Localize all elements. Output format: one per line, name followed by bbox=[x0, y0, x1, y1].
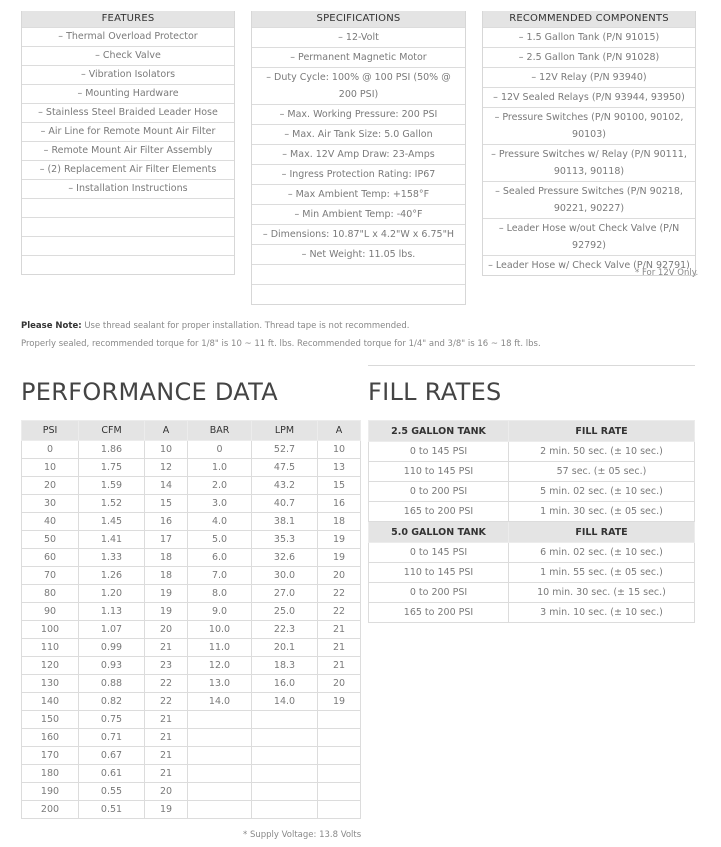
table-row bbox=[22, 441, 361, 459]
table-row bbox=[22, 459, 361, 477]
table-cell: 10 min. 30 sec. (± 15 sec.) bbox=[509, 583, 695, 603]
table-cell: 21 bbox=[145, 729, 188, 747]
table-row bbox=[22, 549, 361, 567]
performance-table bbox=[21, 420, 361, 819]
empty-row bbox=[22, 198, 234, 217]
feature-item: – Mounting Hardware bbox=[22, 84, 234, 103]
table-cell: 23 bbox=[145, 657, 188, 675]
table-cell: 190 bbox=[22, 783, 79, 801]
fill-rates-title: FILL RATES bbox=[368, 378, 502, 406]
table-cell: 150 bbox=[22, 711, 79, 729]
specifications-header: SPECIFICATIONS bbox=[252, 11, 465, 27]
fill-rate-header: FILL RATE bbox=[509, 522, 695, 543]
table-cell: 18.3 bbox=[252, 657, 318, 675]
table-row bbox=[22, 801, 361, 819]
table-cell: 10 bbox=[22, 459, 79, 477]
table-cell: 18 bbox=[145, 567, 188, 585]
table-row bbox=[369, 502, 695, 522]
table-cell: 7.0 bbox=[188, 567, 252, 585]
table-cell bbox=[252, 783, 318, 801]
table-cell: 1 min. 30 sec. (± 05 sec.) bbox=[509, 502, 695, 522]
table-cell: 47.5 bbox=[252, 459, 318, 477]
col-header-amps: A bbox=[145, 421, 188, 441]
table-row bbox=[22, 657, 361, 675]
col-header-amps-metric: A bbox=[318, 421, 361, 441]
table-cell: 1.75 bbox=[79, 459, 145, 477]
table-cell: 21 bbox=[145, 639, 188, 657]
table-row bbox=[369, 583, 695, 603]
table-cell: 12 bbox=[145, 459, 188, 477]
fill-group-header bbox=[369, 522, 695, 543]
col-header-psi: PSI bbox=[22, 421, 79, 441]
table-row bbox=[369, 543, 695, 563]
table-cell: 19 bbox=[145, 585, 188, 603]
table-cell: 70 bbox=[22, 567, 79, 585]
table-cell: 0.55 bbox=[79, 783, 145, 801]
table-cell: 18 bbox=[318, 513, 361, 531]
table-cell: 170 bbox=[22, 747, 79, 765]
table-cell: 8.0 bbox=[188, 585, 252, 603]
spec-item: – Net Weight: 11.05 lbs. bbox=[252, 244, 465, 264]
table-cell: 10.0 bbox=[188, 621, 252, 639]
table-cell: 14.0 bbox=[252, 693, 318, 711]
table-cell: 130 bbox=[22, 675, 79, 693]
table-row bbox=[22, 531, 361, 549]
table-cell: 19 bbox=[318, 549, 361, 567]
table-cell: 22 bbox=[318, 603, 361, 621]
recommended-components-header: RECOMMENDED COMPONENTS bbox=[483, 11, 695, 27]
component-item: – Pressure Switches w/ Relay (P/N 90111, 90113, 90118) bbox=[483, 144, 695, 181]
tank-size-header: 2.5 GALLON TANK bbox=[369, 421, 509, 442]
table-cell: 1.20 bbox=[79, 585, 145, 603]
features-panel bbox=[21, 11, 235, 275]
table-cell: 1.07 bbox=[79, 621, 145, 639]
table-cell bbox=[188, 747, 252, 765]
table-cell: 16 bbox=[145, 513, 188, 531]
section-divider bbox=[368, 365, 695, 366]
please-note-label: Please Note: bbox=[21, 321, 82, 331]
table-cell: 0.61 bbox=[79, 765, 145, 783]
table-cell: 110 to 145 PSI bbox=[369, 563, 509, 583]
table-cell: 1.33 bbox=[79, 549, 145, 567]
feature-item: – Stainless Steel Braided Leader Hose bbox=[22, 103, 234, 122]
table-row bbox=[22, 477, 361, 495]
table-cell: 140 bbox=[22, 693, 79, 711]
performance-footnote: * Supply Voltage: 13.8 Volts bbox=[243, 830, 362, 840]
performance-title: PERFORMANCE DATA bbox=[21, 378, 278, 406]
table-cell: 10 bbox=[318, 441, 361, 459]
table-row bbox=[22, 711, 361, 729]
spec-item: – Min Ambient Temp: -40°F bbox=[252, 204, 465, 224]
table-cell: 21 bbox=[145, 747, 188, 765]
table-cell: 6.0 bbox=[188, 549, 252, 567]
table-cell: 1.13 bbox=[79, 603, 145, 621]
table-cell bbox=[188, 765, 252, 783]
table-cell: 0.75 bbox=[79, 711, 145, 729]
table-cell: 16.0 bbox=[252, 675, 318, 693]
table-cell bbox=[188, 801, 252, 819]
table-cell: 90 bbox=[22, 603, 79, 621]
table-cell: 15 bbox=[145, 495, 188, 513]
table-cell: 19 bbox=[318, 531, 361, 549]
spec-item: – Dimensions: 10.87"L x 4.2"W x 6.75"H bbox=[252, 224, 465, 244]
table-row bbox=[22, 567, 361, 585]
table-cell: 38.1 bbox=[252, 513, 318, 531]
table-row bbox=[22, 513, 361, 531]
component-item: – 12V Sealed Relays (P/N 93944, 93950) bbox=[483, 87, 695, 107]
table-cell: 2.0 bbox=[188, 477, 252, 495]
table-cell: 30.0 bbox=[252, 567, 318, 585]
recommended-components-panel bbox=[482, 11, 699, 278]
component-item: – Sealed Pressure Switches (P/N 90218, 90221, 90227) bbox=[483, 181, 695, 218]
table-row bbox=[369, 482, 695, 502]
table-cell: 20 bbox=[22, 477, 79, 495]
table-cell bbox=[318, 783, 361, 801]
table-cell: 19 bbox=[318, 693, 361, 711]
empty-row bbox=[22, 217, 234, 236]
table-row bbox=[369, 603, 695, 623]
component-item: – Leader Hose w/ Check Valve (P/N 92791) bbox=[483, 255, 695, 275]
table-cell: 22 bbox=[318, 585, 361, 603]
table-cell: 14 bbox=[145, 477, 188, 495]
table-cell: 1.0 bbox=[188, 459, 252, 477]
table-cell: 5 min. 02 sec. (± 10 sec.) bbox=[509, 482, 695, 502]
table-row bbox=[22, 639, 361, 657]
table-row bbox=[22, 603, 361, 621]
table-cell: 21 bbox=[318, 621, 361, 639]
table-cell: 21 bbox=[145, 765, 188, 783]
spec-item: – Max. Working Pressure: 200 PSI bbox=[252, 104, 465, 124]
table-cell: 5.0 bbox=[188, 531, 252, 549]
table-cell: 57 sec. (± 05 sec.) bbox=[509, 462, 695, 482]
table-cell: 0.67 bbox=[79, 747, 145, 765]
table-cell: 40 bbox=[22, 513, 79, 531]
table-row bbox=[22, 585, 361, 603]
spec-item: – Max Ambient Temp: +158°F bbox=[252, 184, 465, 204]
table-cell: 3.0 bbox=[188, 495, 252, 513]
table-cell: 22 bbox=[145, 693, 188, 711]
feature-item: – Remote Mount Air Filter Assembly bbox=[22, 141, 234, 160]
table-cell: 25.0 bbox=[252, 603, 318, 621]
table-cell: 160 bbox=[22, 729, 79, 747]
table-cell: 21 bbox=[318, 639, 361, 657]
col-header-lpm: LPM bbox=[252, 421, 318, 441]
please-note bbox=[21, 321, 409, 331]
table-cell bbox=[188, 783, 252, 801]
table-cell: 1.45 bbox=[79, 513, 145, 531]
table-cell: 20 bbox=[318, 567, 361, 585]
table-row bbox=[22, 747, 361, 765]
feature-item: – Check Valve bbox=[22, 46, 234, 65]
table-cell: 9.0 bbox=[188, 603, 252, 621]
please-note-text: Use thread sealant for proper installation. Thread tape is not recommended. bbox=[84, 321, 410, 331]
table-cell: 11.0 bbox=[188, 639, 252, 657]
table-row bbox=[369, 442, 695, 462]
component-item: – 12V Relay (P/N 93940) bbox=[483, 67, 695, 87]
table-cell: 52.7 bbox=[252, 441, 318, 459]
table-cell: 3 min. 10 sec. (± 10 sec.) bbox=[509, 603, 695, 623]
table-cell: 13.0 bbox=[188, 675, 252, 693]
torque-note: Properly sealed, recommended torque for 1/8" is 10 ~ 11 ft. lbs. Recommended torque for 1/4" and 3/8" is 16 ~ 18 ft. lbs. bbox=[21, 339, 541, 349]
table-cell: 200 bbox=[22, 801, 79, 819]
table-cell: 80 bbox=[22, 585, 79, 603]
empty-row bbox=[252, 284, 465, 304]
table-cell: 6 min. 02 sec. (± 10 sec.) bbox=[509, 543, 695, 563]
table-cell: 1.52 bbox=[79, 495, 145, 513]
table-cell: 120 bbox=[22, 657, 79, 675]
table-cell: 20 bbox=[145, 783, 188, 801]
table-cell: 21 bbox=[318, 657, 361, 675]
table-cell: 1.59 bbox=[79, 477, 145, 495]
table-row bbox=[22, 729, 361, 747]
table-cell: 1.86 bbox=[79, 441, 145, 459]
table-cell bbox=[252, 711, 318, 729]
table-cell: 1 min. 55 sec. (± 05 sec.) bbox=[509, 563, 695, 583]
table-cell: 21 bbox=[145, 711, 188, 729]
table-cell: 20 bbox=[145, 621, 188, 639]
table-cell bbox=[318, 801, 361, 819]
table-cell: 180 bbox=[22, 765, 79, 783]
component-item: – Pressure Switches (P/N 90100, 90102, 90103) bbox=[483, 107, 695, 144]
table-row bbox=[369, 563, 695, 583]
table-cell: 165 to 200 PSI bbox=[369, 603, 509, 623]
table-cell: 2 min. 50 sec. (± 10 sec.) bbox=[509, 442, 695, 462]
spec-item: – Max. Air Tank Size: 5.0 Gallon bbox=[252, 124, 465, 144]
table-cell: 30 bbox=[22, 495, 79, 513]
spec-item: – Duty Cycle: 100% @ 100 PSI (50% @ 200 PSI) bbox=[252, 67, 465, 104]
feature-item: – Vibration Isolators bbox=[22, 65, 234, 84]
table-cell: 19 bbox=[145, 801, 188, 819]
table-cell bbox=[188, 729, 252, 747]
table-cell: 14.0 bbox=[188, 693, 252, 711]
tank-size-header: 5.0 GALLON TANK bbox=[369, 522, 509, 543]
component-item: – 1.5 Gallon Tank (P/N 91015) bbox=[483, 27, 695, 47]
table-row bbox=[22, 675, 361, 693]
table-row bbox=[22, 765, 361, 783]
table-cell bbox=[252, 747, 318, 765]
table-cell: 0.88 bbox=[79, 675, 145, 693]
table-cell: 43.2 bbox=[252, 477, 318, 495]
table-cell: 27.0 bbox=[252, 585, 318, 603]
table-cell: 10 bbox=[145, 441, 188, 459]
table-cell: 22 bbox=[145, 675, 188, 693]
table-cell: 0.93 bbox=[79, 657, 145, 675]
table-cell bbox=[188, 711, 252, 729]
feature-item: – Air Line for Remote Mount Air Filter bbox=[22, 122, 234, 141]
table-cell bbox=[252, 801, 318, 819]
table-cell bbox=[318, 765, 361, 783]
spec-item: – Max. 12V Amp Draw: 23-Amps bbox=[252, 144, 465, 164]
table-cell: 18 bbox=[145, 549, 188, 567]
table-cell: 32.6 bbox=[252, 549, 318, 567]
table-cell: 110 bbox=[22, 639, 79, 657]
empty-row bbox=[22, 255, 234, 274]
table-cell: 0.51 bbox=[79, 801, 145, 819]
table-row bbox=[22, 693, 361, 711]
table-cell: 50 bbox=[22, 531, 79, 549]
specifications-panel bbox=[251, 11, 466, 305]
table-cell: 15 bbox=[318, 477, 361, 495]
empty-row bbox=[22, 236, 234, 255]
table-row bbox=[22, 621, 361, 639]
features-header: FEATURES bbox=[22, 11, 234, 27]
feature-item: – (2) Replacement Air Filter Elements bbox=[22, 160, 234, 179]
table-cell: 0.99 bbox=[79, 639, 145, 657]
spec-item: – Ingress Protection Rating: IP67 bbox=[252, 164, 465, 184]
table-cell: 0 bbox=[22, 441, 79, 459]
feature-item: – Installation Instructions bbox=[22, 179, 234, 198]
table-cell: 0 to 145 PSI bbox=[369, 442, 509, 462]
fill-group-header bbox=[369, 421, 695, 442]
table-cell bbox=[252, 729, 318, 747]
spec-item: – 12-Volt bbox=[252, 27, 465, 47]
component-item: – Leader Hose w/out Check Valve (P/N 92792) bbox=[483, 218, 695, 255]
table-cell: 20.1 bbox=[252, 639, 318, 657]
table-cell: 0 to 200 PSI bbox=[369, 482, 509, 502]
table-cell: 22.3 bbox=[252, 621, 318, 639]
table-cell: 16 bbox=[318, 495, 361, 513]
table-cell: 100 bbox=[22, 621, 79, 639]
table-cell: 13 bbox=[318, 459, 361, 477]
table-cell: 1.26 bbox=[79, 567, 145, 585]
table-cell: 0 to 145 PSI bbox=[369, 543, 509, 563]
table-cell bbox=[318, 747, 361, 765]
empty-row bbox=[252, 264, 465, 284]
table-cell bbox=[318, 729, 361, 747]
recommended-footnote: * For 12V Only. bbox=[635, 268, 699, 278]
table-row bbox=[22, 783, 361, 801]
table-cell: 19 bbox=[145, 603, 188, 621]
fill-rate-header: FILL RATE bbox=[509, 421, 695, 442]
table-cell: 0 to 200 PSI bbox=[369, 583, 509, 603]
table-cell: 20 bbox=[318, 675, 361, 693]
table-cell bbox=[318, 711, 361, 729]
table-row bbox=[369, 462, 695, 482]
feature-item: – Thermal Overload Protector bbox=[22, 27, 234, 46]
table-row bbox=[22, 495, 361, 513]
table-cell: 1.41 bbox=[79, 531, 145, 549]
table-cell: 60 bbox=[22, 549, 79, 567]
table-cell: 17 bbox=[145, 531, 188, 549]
performance-header-row bbox=[22, 421, 361, 441]
component-item: – 2.5 Gallon Tank (P/N 91028) bbox=[483, 47, 695, 67]
table-cell: 0 bbox=[188, 441, 252, 459]
table-cell: 110 to 145 PSI bbox=[369, 462, 509, 482]
table-cell: 12.0 bbox=[188, 657, 252, 675]
table-cell bbox=[252, 765, 318, 783]
table-cell: 0.71 bbox=[79, 729, 145, 747]
table-cell: 40.7 bbox=[252, 495, 318, 513]
table-cell: 4.0 bbox=[188, 513, 252, 531]
table-cell: 0.82 bbox=[79, 693, 145, 711]
table-cell: 165 to 200 PSI bbox=[369, 502, 509, 522]
col-header-cfm: CFM bbox=[79, 421, 145, 441]
fill-rates-table bbox=[368, 420, 695, 623]
table-cell: 35.3 bbox=[252, 531, 318, 549]
spec-item: – Permanent Magnetic Motor bbox=[252, 47, 465, 67]
col-header-bar: BAR bbox=[188, 421, 252, 441]
